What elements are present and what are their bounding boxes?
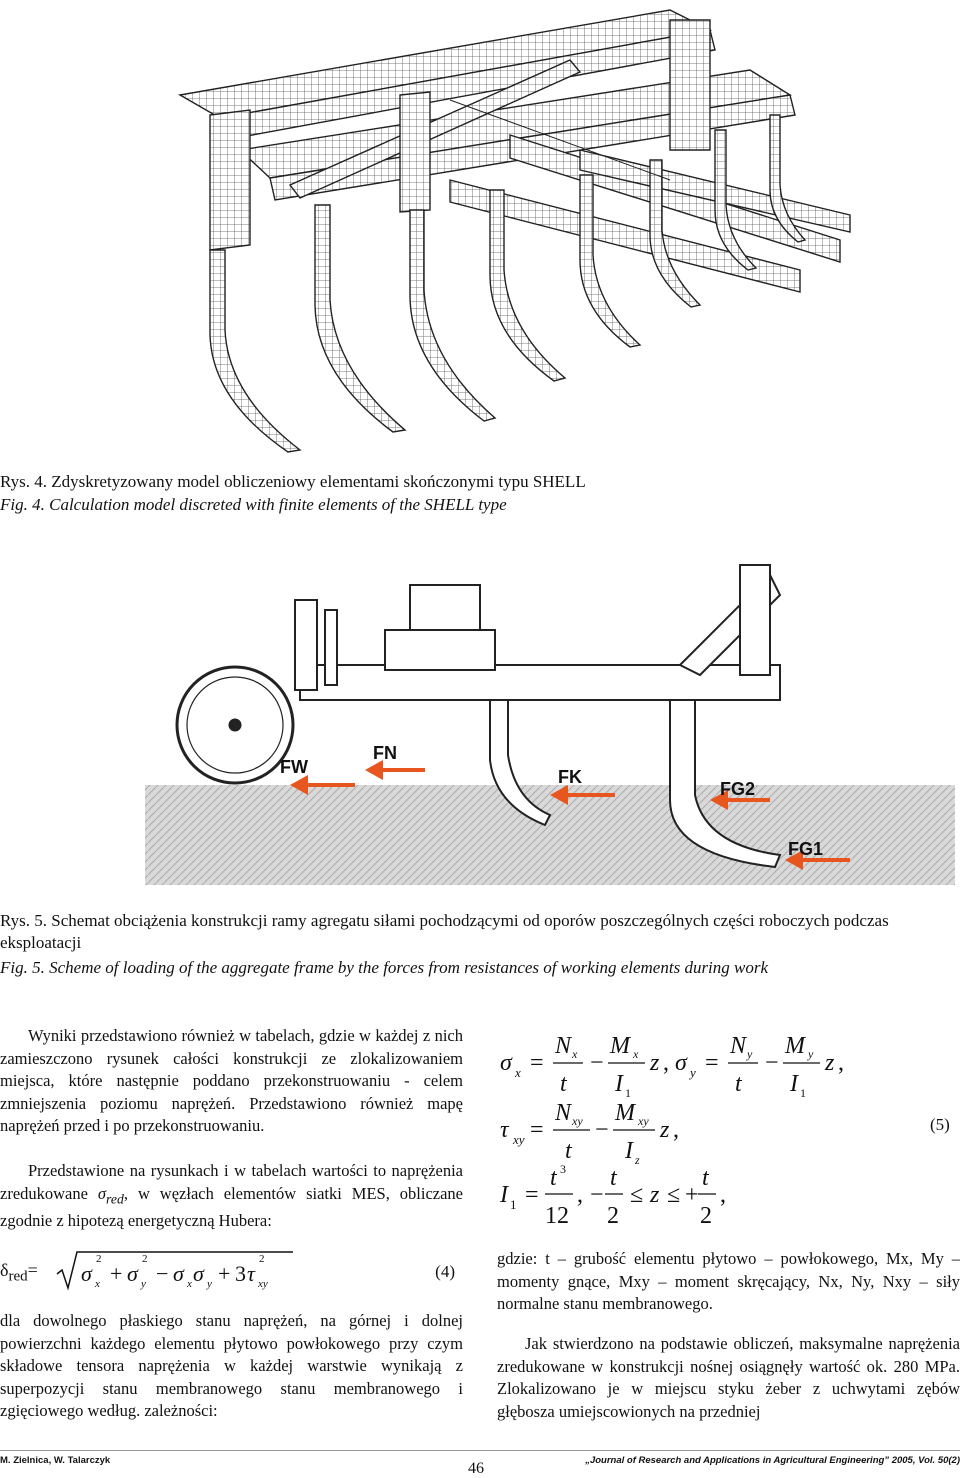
svg-text:σ: σ: [173, 1261, 184, 1286]
svg-text:σ: σ: [127, 1261, 138, 1286]
svg-text:=: =: [530, 1117, 544, 1143]
svg-text:xy: xy: [572, 1114, 583, 1128]
svg-text:N: N: [730, 1033, 747, 1059]
eq4-number: (4): [435, 1262, 455, 1281]
svg-text:≤: ≤: [667, 1182, 681, 1208]
fig4-caption-pl: Rys. 4. Zdyskretyzowany model obliczeniowy elementami skończonymi typu SHELL: [0, 472, 586, 491]
svg-text:xy: xy: [513, 1132, 525, 1147]
svg-text:N: N: [555, 1033, 572, 1059]
svg-text:I: I: [500, 1182, 508, 1208]
left-paragraph-1: Wyniki przedstawiono również w tabelach, gdzie w każdej z nich zamieszczono rysunek całości konstrukcji ze zlokalizowaniem miejsca, które następnie poddano przekonstruowaniu - celem zmniejszenia poziomu naprężeń. Przedstawiono również mapę naprężeń przed i po przekonstruowaniu.: [0, 1026, 463, 1135]
label-fn: FN: [373, 743, 397, 763]
svg-text:x: x: [633, 1047, 639, 1061]
svg-text:y: y: [690, 1065, 696, 1080]
svg-text:3: 3: [560, 1162, 566, 1176]
svg-text:I: I: [615, 1071, 623, 1097]
svg-text:I: I: [625, 1138, 633, 1164]
fig4-caption-en: Fig. 4. Calculation model discreted with finite elements of the SHELL type: [0, 495, 507, 514]
svg-text:=: =: [525, 1182, 539, 1208]
svg-text:σ: σ: [193, 1261, 204, 1286]
label-fk: FK: [558, 767, 582, 787]
svg-text:1: 1: [625, 1086, 631, 1100]
svg-text:x: x: [572, 1047, 578, 1061]
svg-text:−: −: [156, 1261, 169, 1286]
right-paragraph-2: Jak stwierdzono na podstawie obliczeń, maksymalne naprężenia zredukowane w konstrukcji nośnej osiągnęły wartość ok. 280 MPa. Zlokalizowano je w miejscu styku żeber z uchwytami zębów głębosza umiejscowionych na przedniej: [497, 1334, 960, 1421]
svg-text:t: t: [610, 1165, 617, 1191]
svg-text:−: −: [590, 1050, 604, 1076]
svg-text:xy: xy: [258, 1278, 268, 1290]
footer-authors: M. Zielnica, W. Talarczyk: [0, 1455, 111, 1466]
svg-text:3: 3: [235, 1261, 246, 1286]
svg-text:y: y: [747, 1047, 753, 1061]
svg-text:,: ,: [577, 1182, 583, 1208]
svg-text:t: t: [702, 1165, 709, 1191]
left-paragraph-2: Przedstawione na rysunkach i w tabelach wartości to naprężenia zredukowane $\sigma_{red}$, w węzłach elementów siatki MES, obliczane zgodnie z hipotezą energetyczną Hubera:: [0, 1161, 463, 1231]
svg-text:2: 2: [700, 1203, 712, 1229]
svg-text:M: M: [610, 1033, 630, 1059]
svg-text:≤: ≤: [630, 1182, 644, 1208]
svg-text:z: z: [660, 1117, 670, 1143]
equation-4: $\delta_{red}=$ σ 2 x + σ 2 y − σ x σ y + 3 τ 2 xy (4): [0, 1248, 463, 1298]
fig5-caption-en: Fig. 5. Scheme of loading of the aggregate frame by the forces from resistances of working elements during work: [0, 958, 769, 977]
svg-text:,: ,: [720, 1182, 726, 1208]
svg-text:12: 12: [545, 1203, 569, 1229]
svg-text:=: =: [705, 1050, 719, 1076]
footer-rule: [0, 1450, 960, 1451]
svg-text:M: M: [615, 1100, 635, 1126]
svg-text:−: −: [765, 1050, 779, 1076]
equation-5: [495, 1020, 960, 1230]
svg-text:σ: σ: [675, 1050, 687, 1076]
svg-text:x: x: [95, 1278, 100, 1290]
svg-text:2: 2: [96, 1253, 102, 1265]
svg-text:1: 1: [800, 1086, 806, 1100]
svg-text:τ: τ: [500, 1117, 509, 1143]
page-number: 46: [468, 1460, 484, 1477]
svg-text:y: y: [808, 1047, 814, 1061]
svg-text:z: z: [635, 1153, 640, 1167]
svg-text:z: z: [650, 1182, 660, 1208]
svg-text:2: 2: [142, 1253, 148, 1265]
svg-text:σ: σ: [500, 1050, 512, 1076]
footer-journal: „Journal of Research and Applications in Agricultural Engineering” 2005, Vol. 50(2): [585, 1455, 960, 1466]
svg-text:+: +: [218, 1261, 231, 1286]
svg-text:+: +: [685, 1182, 699, 1208]
svg-text:x: x: [187, 1278, 192, 1290]
svg-text:σ: σ: [81, 1261, 92, 1286]
svg-text:y: y: [207, 1278, 212, 1290]
svg-text:t: t: [735, 1071, 742, 1097]
left-paragraph-3: dla dowolnego płaskiego stanu naprężeń, na górnej i dolnej powierzchni każdego elementu płytowo powłokowego przy czym składowe tensora naprężenia w każdej warstwie wynikają z superpozycji stanu membranowego stanu membranowego i zgięciowego według. zależności:: [0, 1311, 463, 1420]
main-frame: [300, 665, 780, 700]
svg-text:xy: xy: [638, 1114, 649, 1128]
svg-text:t: t: [550, 1165, 557, 1191]
fig4-fe-mesh-model: [150, 0, 870, 455]
svg-text:1: 1: [510, 1197, 517, 1212]
svg-text:,: ,: [838, 1050, 844, 1076]
svg-text:x: x: [515, 1065, 521, 1080]
svg-text:y: y: [141, 1278, 146, 1290]
svg-text:=: =: [530, 1050, 544, 1076]
svg-text:−: −: [590, 1182, 604, 1208]
svg-text:2: 2: [607, 1203, 619, 1229]
svg-text:z: z: [825, 1050, 835, 1076]
soil-area: [145, 785, 955, 885]
label-fg1: FG1: [788, 839, 824, 859]
label-fw: FW: [280, 757, 308, 777]
fig5-caption-pl: Rys. 5. Schemat obciążenia konstrukcji ramy agregatu siłami pochodzącymi od oporów poszczególnych części roboczych podczas eksploatacji: [0, 911, 889, 952]
right-paragraph-1: gdzie: t – grubość elementu płytowo – powłokowego, Mx, My – momenty gnące, Mxy – moment skręcający, Nx, Ny, Nxy – siły normalne stanu membranowego.: [497, 1249, 960, 1313]
fig5-loading-scheme: [140, 555, 960, 885]
svg-text:,: ,: [663, 1050, 669, 1076]
svg-text:z: z: [650, 1050, 660, 1076]
svg-text:t: t: [560, 1071, 567, 1097]
svg-text:I: I: [790, 1071, 798, 1097]
svg-text:N: N: [555, 1100, 572, 1126]
svg-text:τ: τ: [247, 1261, 255, 1286]
svg-text:−: −: [595, 1117, 609, 1143]
svg-text:,: ,: [673, 1117, 679, 1143]
press-wheel: [177, 667, 293, 783]
svg-text:2: 2: [259, 1253, 265, 1265]
eq4-sqrt-expression: [55, 1248, 295, 1292]
svg-text:+: +: [110, 1261, 123, 1286]
svg-text:M: M: [785, 1033, 805, 1059]
eq5-number: (5): [930, 1115, 950, 1134]
label-fg2: FG2: [720, 779, 756, 799]
svg-text:t: t: [565, 1138, 572, 1164]
